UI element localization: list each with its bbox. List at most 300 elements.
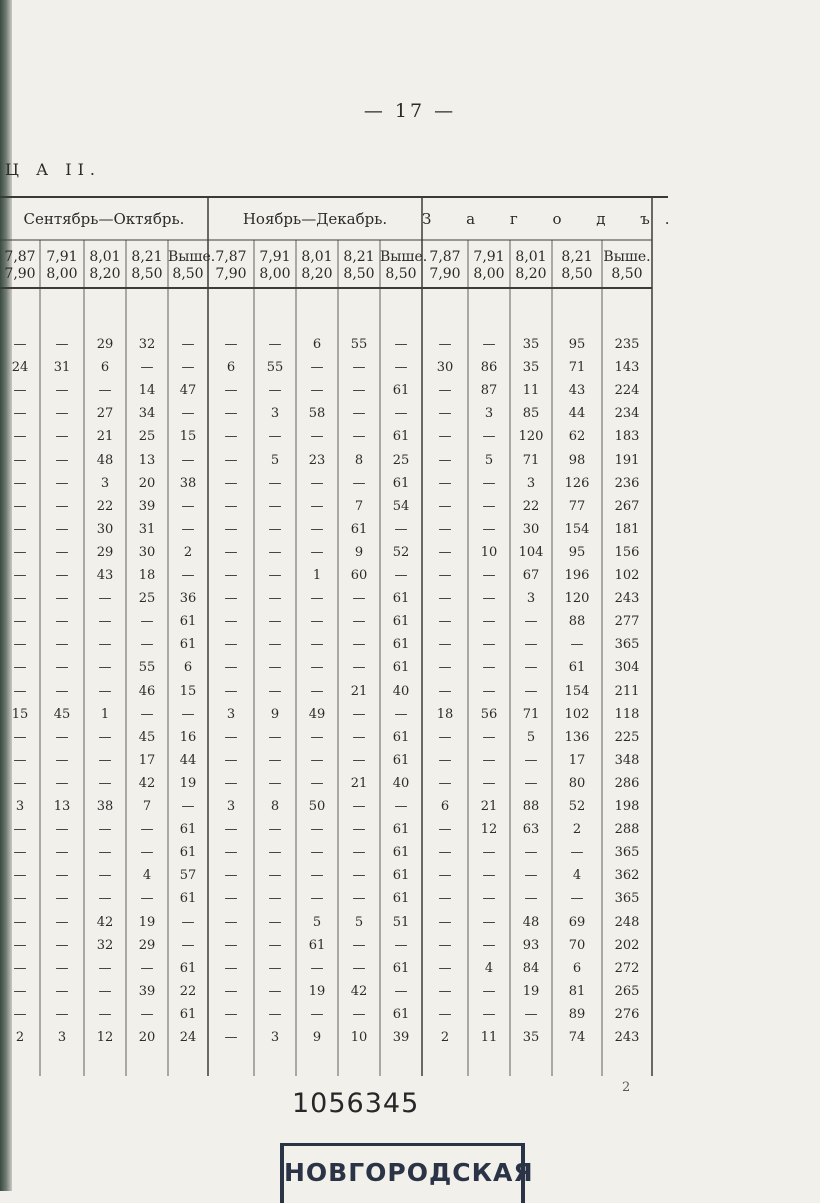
table-cell: 8: [270, 799, 280, 814]
table-cell: 44: [568, 406, 586, 422]
table-cell: —: [55, 591, 69, 607]
table-cell: 61: [179, 637, 197, 653]
table-cell: —: [268, 568, 282, 583]
table-cell: 61: [392, 960, 410, 976]
table-cell: 4: [572, 868, 582, 884]
table-cell: 54: [392, 498, 410, 514]
table-cell: —: [310, 891, 324, 907]
table-cell: —: [224, 452, 238, 468]
table-cell: 25: [392, 452, 410, 468]
table-cell: 14: [138, 383, 156, 399]
table-cell: —: [224, 775, 238, 791]
column-header-line: 8,00: [46, 266, 78, 282]
table-cell: —: [310, 775, 324, 791]
table-cell: 24: [179, 1030, 197, 1045]
table-cell: 156: [614, 544, 640, 560]
table-cell: —: [224, 752, 238, 768]
table-cell: 276: [614, 1006, 640, 1022]
table-cell: —: [98, 775, 112, 791]
table-cell: 39: [392, 1030, 410, 1045]
table-cell: —: [482, 568, 496, 583]
table-cell: 143: [614, 360, 640, 376]
table-cell: —: [268, 868, 282, 884]
table-cell: —: [98, 868, 112, 884]
table-cell: —: [570, 845, 584, 861]
table-cell: —: [98, 891, 112, 907]
table-cell: —: [13, 429, 27, 445]
table-cell: —: [310, 752, 324, 768]
table-cell: —: [524, 891, 538, 907]
table-cell: —: [310, 660, 324, 676]
table-cell: —: [438, 637, 452, 653]
table-cell: —: [181, 914, 195, 930]
table-cell: —: [438, 1006, 452, 1022]
table-cell: —: [482, 937, 496, 953]
column-header-line: 7,90: [429, 266, 461, 282]
table-cell: 61: [179, 845, 197, 861]
table-cell: —: [482, 1006, 496, 1022]
table-cell: —: [13, 983, 27, 999]
table-cell: 3: [57, 1030, 67, 1045]
table-cell: —: [224, 937, 238, 953]
table-cell: —: [352, 660, 366, 676]
table-cell: —: [438, 891, 452, 907]
table-cell: 21: [480, 799, 498, 814]
table-cell: 36: [179, 591, 197, 607]
table-cell: —: [13, 845, 27, 861]
table-cell: —: [310, 637, 324, 653]
table-cell: —: [13, 775, 27, 791]
column-header: [84, 249, 126, 283]
table-cell: —: [394, 568, 408, 583]
table-cell: 61: [179, 822, 197, 838]
table-cell: 288: [614, 822, 640, 838]
table-cell: —: [394, 521, 408, 537]
table-cell: 42: [138, 775, 156, 791]
table-cell: —: [55, 983, 69, 999]
table-cell: —: [570, 891, 584, 907]
table-cell: —: [352, 637, 366, 653]
table-cell: 234: [614, 406, 640, 422]
table-cell: —: [181, 799, 195, 814]
table-cell: 31: [53, 360, 71, 376]
table-cell: 19: [522, 983, 540, 999]
table-cell: —: [438, 868, 452, 884]
table-cell: —: [524, 614, 538, 630]
table-cell: 52: [568, 799, 586, 814]
table-cell: 1: [312, 568, 322, 583]
table-cell: —: [394, 983, 408, 999]
table-cell: —: [268, 914, 282, 930]
table-cell: —: [224, 891, 238, 907]
table-cell: —: [268, 614, 282, 630]
table-cell: —: [224, 475, 238, 491]
column-header: [510, 249, 552, 283]
table-cell: 50: [308, 799, 326, 814]
table-cell: 87: [480, 383, 498, 399]
column-header: [208, 249, 254, 283]
table-cell: —: [438, 406, 452, 422]
table-cell: 365: [614, 637, 640, 653]
table-cell: 29: [138, 937, 156, 953]
table-cell: —: [55, 868, 69, 884]
table-cell: 71: [522, 706, 540, 722]
table-cell: 17: [568, 752, 586, 768]
table-cell: 4: [142, 868, 152, 884]
table-cell: —: [98, 683, 112, 699]
table-cell: —: [268, 752, 282, 768]
table-cell: 61: [350, 521, 368, 537]
table-cell: —: [55, 960, 69, 976]
table-cell: 74: [568, 1030, 586, 1045]
table-cell: 183: [614, 429, 640, 445]
table-cell: 20: [138, 1030, 156, 1045]
table-cell: 21: [350, 775, 368, 791]
table-cell: 46: [138, 683, 156, 699]
table-cell: 52: [392, 544, 410, 560]
column-header-line: 8,50: [343, 266, 375, 282]
table-cell: —: [55, 337, 69, 352]
table-cell: —: [268, 637, 282, 653]
table-cell: —: [13, 660, 27, 676]
table-cell: —: [98, 383, 112, 399]
table-cell: 19: [179, 775, 197, 791]
table-cell: 22: [96, 498, 114, 514]
table-cell: 56: [480, 706, 498, 722]
table-cell: —: [55, 683, 69, 699]
table-cell: —: [310, 822, 324, 838]
table-cell: 30: [96, 521, 114, 537]
table-cell: 61: [308, 937, 326, 953]
table-cell: —: [55, 406, 69, 422]
table-cell: —: [438, 521, 452, 537]
table-cell: 267: [614, 498, 640, 514]
table-cell: —: [55, 891, 69, 907]
table-cell: 21: [350, 683, 368, 699]
table-cell: —: [98, 822, 112, 838]
column-header-line: 7,87: [4, 249, 36, 265]
table-cell: —: [310, 614, 324, 630]
table-cell: —: [140, 1006, 154, 1022]
table-cell: —: [482, 498, 496, 514]
table-cell: 55: [138, 660, 156, 676]
table-cell: —: [55, 914, 69, 930]
table-cell: —: [13, 544, 27, 560]
table-cell: —: [181, 452, 195, 468]
table-cell: —: [13, 383, 27, 399]
table-cell: —: [310, 960, 324, 976]
table-cell: 62: [568, 429, 586, 445]
table-cell: —: [352, 891, 366, 907]
table-cell: —: [438, 752, 452, 768]
table-cell: —: [352, 383, 366, 399]
column-header-line: 8,00: [473, 266, 505, 282]
table-cell: —: [224, 498, 238, 514]
table-cell: 29: [96, 337, 114, 352]
table-cell: —: [524, 637, 538, 653]
table-cell: 42: [350, 983, 368, 999]
table-cell: 3: [484, 406, 494, 422]
table-cell: 16: [179, 729, 197, 745]
table-cell: 38: [96, 799, 114, 814]
table-cell: 32: [138, 337, 156, 352]
table-cell: 6: [226, 360, 236, 376]
table-cell: —: [482, 729, 496, 745]
table-cell: —: [268, 1006, 282, 1022]
table-cell: —: [55, 729, 69, 745]
table-cell: —: [352, 937, 366, 953]
table-cell: —: [394, 406, 408, 422]
table-cell: 61: [392, 868, 410, 884]
table-cell: 80: [568, 775, 586, 791]
table-cell: 29: [96, 544, 114, 560]
table-cell: —: [224, 845, 238, 861]
table-cell: —: [268, 891, 282, 907]
table-cell: 236: [614, 475, 640, 491]
table-cell: 32: [96, 937, 114, 953]
table-cell: —: [98, 729, 112, 745]
table-cell: —: [482, 475, 496, 491]
table-cell: 55: [350, 337, 368, 352]
table-cell: —: [482, 429, 496, 445]
table-cell: 191: [614, 452, 640, 468]
column-header: [126, 249, 168, 283]
table-cell: —: [140, 845, 154, 861]
table-cell: 198: [614, 799, 640, 814]
table-cell: —: [268, 521, 282, 537]
table-cell: 10: [350, 1030, 368, 1045]
table-cell: —: [482, 775, 496, 791]
table-cell: 19: [138, 914, 156, 930]
table-cell: 243: [614, 591, 640, 607]
table-cell: —: [98, 1006, 112, 1022]
column-header-line: 8,50: [131, 266, 163, 282]
table-cell: 71: [522, 452, 540, 468]
table-cell: —: [438, 568, 452, 583]
table-cell: —: [140, 614, 154, 630]
table-cell: —: [352, 614, 366, 630]
table-cell: 35: [522, 337, 540, 352]
table-cell: —: [98, 752, 112, 768]
column-header-line: 8,50: [172, 266, 204, 282]
table-cell: —: [438, 660, 452, 676]
table-cell: —: [268, 337, 282, 352]
table-cell: —: [13, 406, 27, 422]
table-cell: 154: [564, 683, 590, 699]
table-cell: 104: [518, 544, 544, 560]
table-cell: —: [181, 406, 195, 422]
table-cell: 120: [564, 591, 590, 607]
table-cell: —: [438, 383, 452, 399]
table-cell: 51: [392, 914, 410, 930]
table-cell: 225: [614, 729, 640, 745]
table-cell: —: [181, 937, 195, 953]
table-cell: —: [482, 891, 496, 907]
table-cell: —: [55, 637, 69, 653]
table-cell: 2: [183, 544, 193, 560]
table-cell: 272: [614, 960, 640, 976]
table-cell: —: [310, 429, 324, 445]
table-cell: 61: [392, 660, 410, 676]
table-cell: 11: [480, 1030, 498, 1045]
table-cell: 47: [179, 383, 197, 399]
table-cell: 61: [179, 614, 197, 630]
table-cell: 89: [568, 1006, 586, 1022]
table-cell: —: [438, 683, 452, 699]
table-cell: —: [13, 1006, 27, 1022]
table-cell: —: [224, 337, 238, 352]
table-cell: —: [482, 637, 496, 653]
table-cell: 243: [614, 1030, 640, 1045]
table-cell: —: [352, 406, 366, 422]
table-cell: 20: [138, 475, 156, 491]
table-cell: —: [224, 637, 238, 653]
table-cell: 55: [266, 360, 284, 376]
table-cell: —: [98, 614, 112, 630]
table-cell: —: [224, 1006, 238, 1022]
table-cell: 154: [564, 521, 590, 537]
section-heading-year: З а г о д ъ.: [422, 210, 685, 228]
table-cell: —: [438, 822, 452, 838]
column-header-line: Выше.: [380, 249, 428, 265]
table-cell: —: [438, 729, 452, 745]
table-cell: —: [55, 614, 69, 630]
table-cell: 136: [564, 729, 590, 745]
table-cell: 15: [179, 683, 197, 699]
table-cell: 39: [138, 498, 156, 514]
table-cell: 30: [522, 521, 540, 537]
table-cell: —: [352, 706, 366, 722]
table-cell: 19: [308, 983, 326, 999]
table-cell: —: [181, 337, 195, 352]
table-cell: 61: [179, 960, 197, 976]
table-cell: 3: [526, 475, 536, 491]
table-cell: —: [55, 568, 69, 583]
table-cell: 6: [183, 660, 193, 676]
table-cell: —: [268, 775, 282, 791]
column-header-line: 8,50: [385, 266, 417, 282]
table-cell: 61: [392, 637, 410, 653]
table-cell: —: [140, 822, 154, 838]
table-cell: —: [13, 683, 27, 699]
table-cell: 39: [138, 983, 156, 999]
table-cell: —: [98, 637, 112, 653]
table-cell: —: [352, 822, 366, 838]
table-cell: —: [224, 868, 238, 884]
table-cell: 304: [614, 660, 640, 676]
column-header-line: 8,20: [515, 266, 547, 282]
table-cell: —: [352, 429, 366, 445]
table-cell: 211: [614, 683, 640, 699]
table-cell: —: [55, 775, 69, 791]
column-header-line: 7,87: [215, 249, 247, 265]
table-cell: —: [55, 383, 69, 399]
table-cell: —: [524, 752, 538, 768]
table-cell: 45: [53, 706, 71, 722]
table-cell: —: [13, 914, 27, 930]
table-cell: —: [268, 845, 282, 861]
table-cell: 224: [614, 383, 640, 399]
table-cell: 38: [179, 475, 197, 491]
table-cell: —: [55, 521, 69, 537]
table-cell: 196: [564, 568, 590, 583]
table-cell: —: [224, 544, 238, 560]
table-cell: —: [438, 614, 452, 630]
table-cell: 27: [96, 406, 114, 422]
table-cell: —: [352, 960, 366, 976]
column-header: [40, 249, 84, 283]
table-cell: —: [98, 960, 112, 976]
table-cell: 6: [572, 960, 582, 976]
table-cell: —: [13, 337, 27, 352]
table-cell: 42: [96, 914, 114, 930]
table-cell: 84: [522, 960, 540, 976]
table-cell: —: [310, 729, 324, 745]
table-cell: —: [55, 822, 69, 838]
table-cell: 13: [53, 799, 71, 814]
table-cell: 248: [614, 914, 640, 930]
table-cell: —: [55, 429, 69, 445]
table-cell: 58: [308, 406, 326, 422]
column-header-line: 8,21: [561, 249, 593, 265]
table-cell: —: [268, 937, 282, 953]
table-cell: 18: [138, 568, 156, 583]
table-cell: 10: [480, 544, 498, 560]
table-cell: —: [310, 544, 324, 560]
table-cell: —: [55, 660, 69, 676]
table-cell: 126: [564, 475, 590, 491]
table-cell: —: [98, 660, 112, 676]
column-header: [552, 249, 602, 283]
table-cell: —: [268, 960, 282, 976]
table-cell: 61: [392, 383, 410, 399]
column-header-line: Выше.: [168, 249, 216, 265]
column-header: [602, 249, 652, 283]
table-cell: —: [224, 914, 238, 930]
table-label: Ц А II.: [5, 160, 101, 179]
table-cell: —: [224, 383, 238, 399]
table-cell: 2: [440, 1030, 450, 1045]
table-cell: 365: [614, 845, 640, 861]
column-header-line: 7,91: [473, 249, 505, 265]
table-cell: 13: [138, 452, 156, 468]
table-cell: 5: [354, 914, 364, 930]
table-cell: 40: [392, 775, 410, 791]
table-cell: 25: [138, 429, 156, 445]
table-cell: 7: [354, 498, 364, 514]
table-cell: 24: [11, 360, 29, 376]
table-cell: —: [13, 568, 27, 583]
column-header: [380, 249, 428, 283]
table-cell: 18: [436, 706, 454, 722]
table-cell: 9: [312, 1030, 322, 1045]
table-cell: —: [438, 775, 452, 791]
table-cell: —: [268, 822, 282, 838]
table-cell: 35: [522, 360, 540, 376]
table-cell: 77: [568, 498, 586, 514]
table-cell: —: [140, 706, 154, 722]
table-cell: 11: [522, 383, 540, 399]
table-cell: —: [438, 337, 452, 352]
table-cell: —: [55, 475, 69, 491]
table-cell: —: [140, 891, 154, 907]
table-cell: —: [55, 937, 69, 953]
table-cell: 1: [100, 706, 110, 722]
table-cell: 88: [568, 614, 586, 630]
table-cell: 6: [100, 360, 110, 376]
table-cell: —: [140, 360, 154, 376]
column-header: [422, 249, 468, 283]
